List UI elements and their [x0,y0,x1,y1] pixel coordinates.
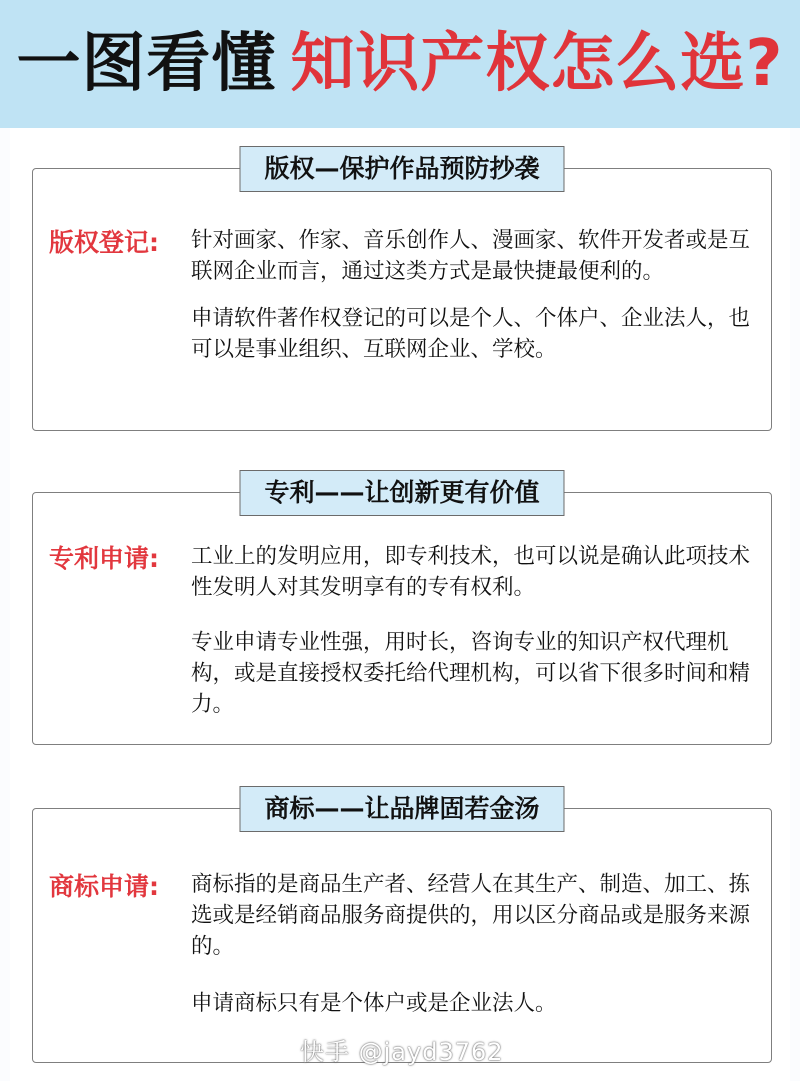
section-content-trademark [191,869,761,1019]
paragraph: 申请商标只有是个体户或是企业法人。 [191,991,557,1016]
section-content-patent [191,541,761,720]
paragraph: 工业上的发明应用，即专利技术，也可以说是确认此项技术性发明人对其发明享有的专有权利。 [191,544,751,600]
section-trademark [32,794,772,1063]
title-part-red: 知识产权怎么选? [290,27,784,101]
page-title [0,18,800,110]
section-copyright [32,154,772,431]
paragraph: 申请软件著作权登记的可以是个人、个体户、企业法人，也可以是事业组织、互联网企业、学校。 [191,306,751,362]
section-tag-patent: 专利——让创新更有价值 [239,470,564,516]
section-content-copyright [191,225,761,365]
paragraph: 商标指的是商品生产者、经营人在其生产、制造、加工、拣选或是经销商品服务商提供的，用以区分商品或是服务来源的。 [191,872,751,959]
section-tag-trademark: 商标——让品牌固若金汤 [239,786,564,832]
section-label-trademark: 商标申请: [49,872,159,901]
paragraph: 专业申请专业性强，用时长，咨询专业的知识产权代理机构，或是直接授权委托给代理机构，可以省下很多时间和精力。 [191,630,751,717]
section-patent [32,478,772,745]
section-label-copyright: 版权登记: [49,228,159,257]
paragraph: 针对画家、作家、音乐创作人、漫画家、软件开发者或是互联网企业而言，通过这类方式是最快捷最便利的。 [191,228,751,284]
title-part-black: 一图看懂 [16,27,277,101]
section-tag-copyright: 版权—保护作品预防抄袭 [239,146,564,192]
section-label-patent: 专利申请: [49,544,159,573]
watermark: 快手 @jayd3762 [300,1038,504,1066]
